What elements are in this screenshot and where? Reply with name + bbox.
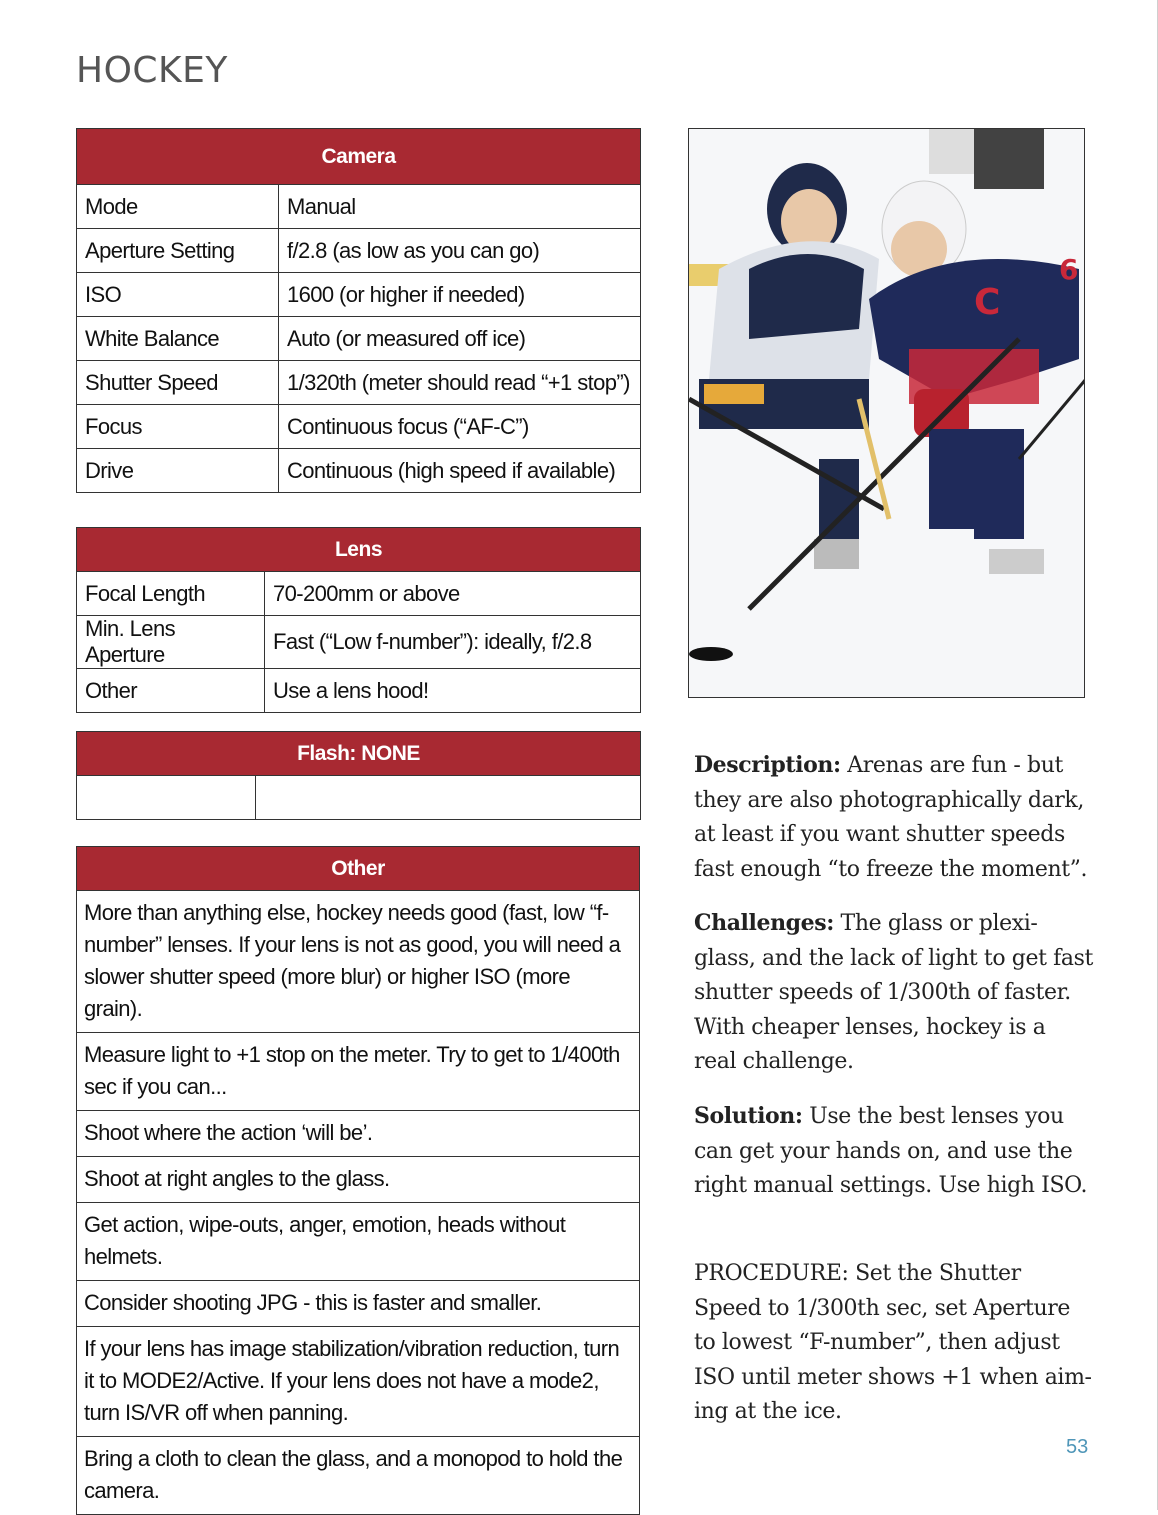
tip-text: Shoot where the action ‘will be’. — [77, 1111, 640, 1157]
row-label: White Balance — [77, 317, 279, 361]
row-value: f/2.8 (as low as you can go) — [279, 229, 641, 273]
challenges-paragraph — [694, 906, 1094, 1080]
row-value: Continuous focus (“AF-C”) — [279, 405, 641, 449]
camera-settings-table — [76, 128, 641, 493]
tip-text: Bring a cloth to clean the glass, and a monopod to hold the camera. — [77, 1437, 640, 1515]
page-number: 53 — [1066, 1436, 1089, 1458]
table-row — [77, 229, 641, 273]
row-label: Focus — [77, 405, 279, 449]
challenges-text: The glass or plexi-glass, and the lack of light to get fast shutter speeds of 1/300th of faster. With cheaper lenses, hockey is a real challenge. — [694, 911, 1093, 1074]
other-tips-table — [76, 846, 640, 1515]
lens-table-header: Lens — [77, 528, 641, 572]
row-value: 70-200mm or above — [265, 572, 641, 616]
table-row — [77, 572, 641, 616]
row-label: Focal Length — [77, 572, 265, 616]
solution-label: Solution: — [694, 1103, 803, 1129]
lens-settings-table — [76, 527, 641, 713]
row-value: Manual — [279, 185, 641, 229]
row-value: Use a lens hood! — [265, 669, 641, 713]
flash-table-header: Flash: NONE — [77, 732, 641, 776]
row-label: ISO — [77, 273, 279, 317]
procedure-paragraph: PROCEDURE: Set the Shutter Speed to 1/300th sec, set Aperture to lowest “F-number”, then adjust ISO until meter shows +1 when aim-ing at the ice. — [694, 1261, 1092, 1424]
svg-text:C: C — [974, 282, 1001, 323]
camera-table-header: Camera — [77, 129, 641, 185]
tip-text: Consider shooting JPG - this is faster and smaller. — [77, 1281, 640, 1327]
solution-paragraph — [694, 1099, 1094, 1204]
table-row — [77, 891, 640, 1033]
tip-text: Measure light to +1 stop on the meter. Try to get to 1/400th sec if you can... — [77, 1033, 640, 1111]
row-label: Other — [77, 669, 265, 713]
row-value: Auto (or measured off ice) — [279, 317, 641, 361]
table-row — [77, 669, 641, 713]
table-row — [77, 317, 641, 361]
tip-text: Shoot at right angles to the glass. — [77, 1157, 640, 1203]
row-label: Drive — [77, 449, 279, 493]
table-row — [77, 185, 641, 229]
table-row — [77, 1203, 640, 1281]
flash-settings-table — [76, 731, 641, 820]
challenges-label: Challenges: — [694, 910, 834, 936]
row-value: Continuous (high speed if available) — [279, 449, 641, 493]
table-row — [77, 1281, 640, 1327]
table-row — [77, 616, 641, 669]
row-label: Min. Lens Aperture — [77, 616, 265, 669]
table-row — [77, 776, 641, 820]
table-row — [77, 1033, 640, 1111]
table-row — [77, 1327, 640, 1437]
description-text: Arenas are fun - but they are also photographically dark, at least if you want shutter speeds fast enough “to freeze the moment”. — [694, 753, 1088, 882]
row-value: Fast (“Low f-number”): ideally, f/2.8 — [265, 616, 641, 669]
description-paragraph — [694, 748, 1094, 887]
hockey-players-illustration — [689, 129, 1085, 698]
table-row — [77, 405, 641, 449]
solution-text: Use the best lenses you can get your hands on, and use the right manual settings. Use high ISO. — [694, 1104, 1088, 1198]
row-label: Shutter Speed — [77, 361, 279, 405]
row-value: 1/320th (meter should read “+1 stop”) — [279, 361, 641, 405]
table-row — [77, 1111, 640, 1157]
hockey-photo — [688, 128, 1085, 698]
table-row — [77, 1437, 640, 1515]
tip-text: Get action, wipe-outs, anger, emotion, heads without helmets. — [77, 1203, 640, 1281]
svg-text:6: 6 — [1059, 253, 1079, 286]
other-table-header: Other — [77, 847, 640, 891]
table-row — [77, 449, 641, 493]
row-label: Aperture Setting — [77, 229, 279, 273]
page-title: HOCKEY — [76, 50, 228, 91]
table-row — [77, 273, 641, 317]
row-label — [77, 776, 256, 820]
tip-text: More than anything else, hockey needs good (fast, low “f-number” lenses. If your lens is not as good, you will need a slower shutter speed (more blur) or higher ISO (more grain). — [77, 891, 640, 1033]
tip-text: If your lens has image stabilization/vibration reduction, turn it to MODE2/Active. If your lens does not have a mode2, turn IS/VR off when panning. — [77, 1327, 640, 1437]
table-row — [77, 361, 641, 405]
row-value: 1600 (or higher if needed) — [279, 273, 641, 317]
description-label: Description: — [694, 752, 841, 778]
table-row — [77, 1157, 640, 1203]
row-label: Mode — [77, 185, 279, 229]
row-value — [256, 776, 641, 820]
